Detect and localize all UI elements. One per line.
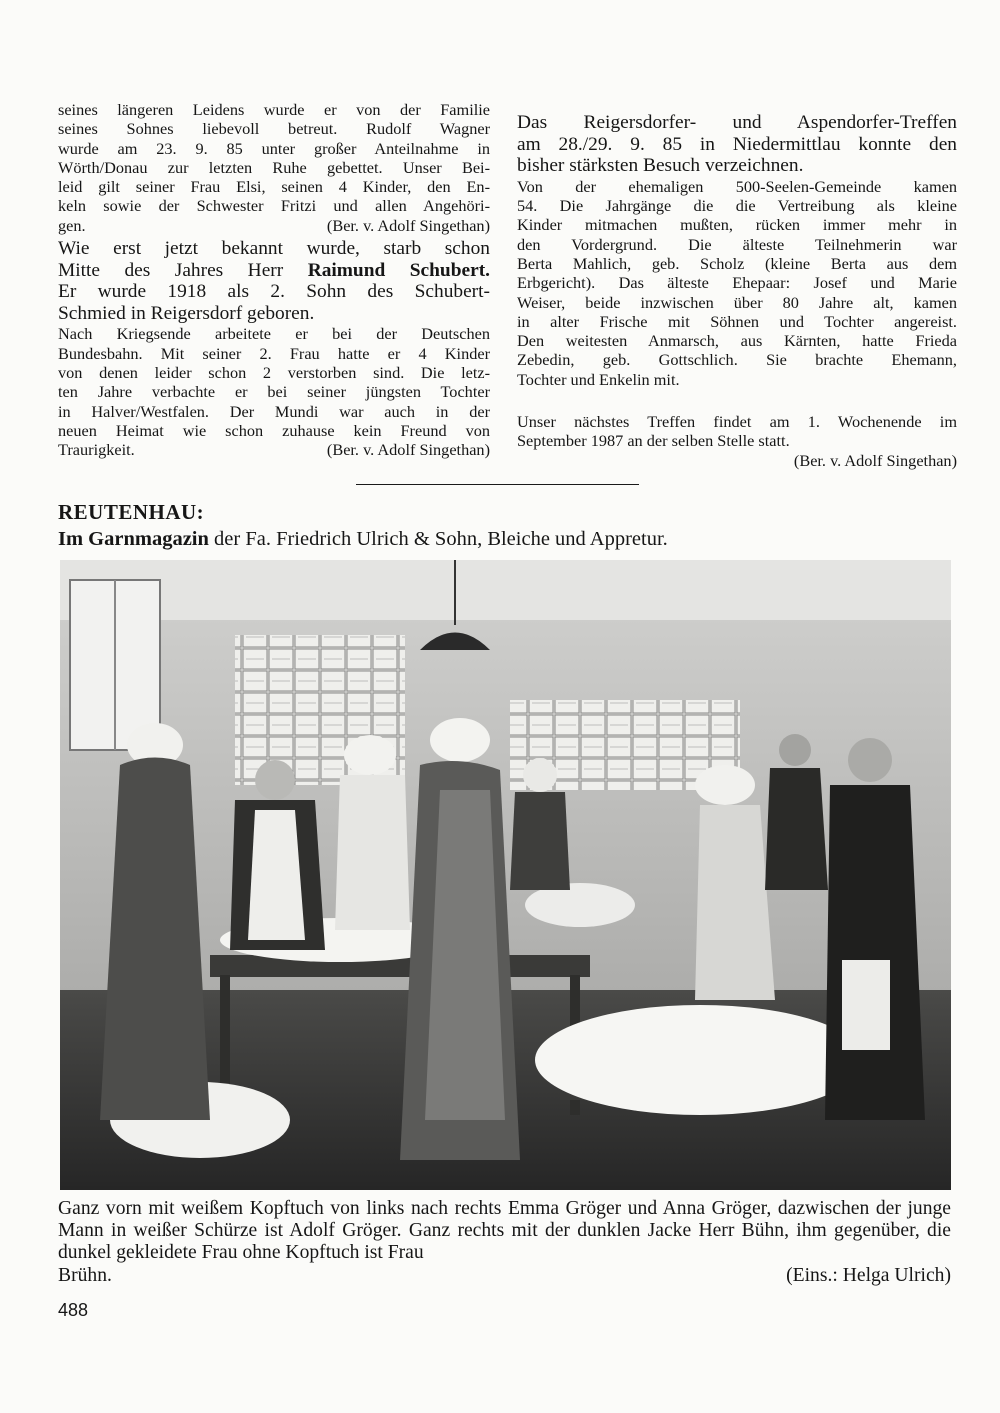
- text-line: neuen Heimat wie schon zuhause kein Freund von: [58, 420, 490, 440]
- text-line: keln sowie der Schwester Fritzi und allen Angehöri-: [58, 196, 490, 216]
- text-line: [58, 260, 490, 282]
- caption-text: Ganz vorn mit weißem Kopftuch von links nach rechts Emma Gröger und Anna Gröger, dazwischen der junge Mann in weißer Schürze ist Adolf Gröger. Ganz rechts mit der dunklen Jacke Herr Bühn, ihm gegenüber, die dunkel gekleidete Frau ohne Kopftuch ist Frau: [58, 1198, 951, 1264]
- text-line: gen.: [58, 215, 86, 235]
- subheading-bold: Im Garnmagazin: [58, 528, 209, 550]
- text-line: Er wurde 1918 als 2. Sohn des Schubert-: [58, 281, 490, 303]
- text-line: wurde am 23. 9. 85 unter großer Anteilnahme in: [58, 138, 490, 158]
- spacer: [517, 389, 957, 412]
- ceiling: [60, 560, 951, 620]
- text-line: seines Sohnes liebevoll betreut. Rudolf Wagner: [58, 119, 490, 139]
- text-line: Den weitesten Anmarsch, aus Kärnten, hatte Frieda: [517, 331, 957, 351]
- yarn-pile: [535, 1005, 865, 1115]
- subheading-rest: der Fa. Friedrich Ulrich & Sohn, Bleiche und Appretur.: [208, 528, 668, 550]
- text-line: Tochter und Enkelin mit.: [517, 369, 680, 389]
- text-line: Erbgericht). Das älteste Ehepaar: Josef und Marie: [517, 273, 957, 293]
- text-line: Kinder mitmachen mußten, rücken immer mehr in: [517, 215, 957, 235]
- report-credit: (Ber. v. Adolf Singethan): [326, 215, 490, 235]
- text-line: Zebedin, geb. Gottschlich. Sie brachte Ehemann,: [517, 350, 957, 370]
- text-line: Wörth/Donau zur letzten Ruhe gebettet. Unser Bei-: [58, 157, 490, 177]
- text-line: Nach Kriegsende arbeitete er bei der Deutschen: [58, 324, 490, 344]
- section-divider: [356, 484, 639, 485]
- next-meeting: [517, 412, 957, 470]
- text-line: in alter Frische mit Söhnen und Tochter angereist.: [517, 311, 957, 331]
- text-line: leid gilt seiner Frau Elsi, seinen 4 Kinder, den En-: [58, 177, 490, 197]
- text-line: 54. Die Jahrgänge die die Vertreibung als kleine: [517, 196, 957, 216]
- schubert-details: [58, 324, 490, 459]
- text-line: Von der ehemaligen 500-Seelen-Gemeinde kamen: [517, 176, 957, 196]
- text-line: Schmied in Reigersdorf geboren.: [58, 302, 315, 324]
- photo-illustration: [60, 560, 951, 1190]
- text-line: Das Reigersdorfer- und Aspendorfer-Treffen: [517, 112, 957, 133]
- text-line: Bundesbahn. Mit seiner 2. Frau hatte er 4 Kinder: [58, 343, 490, 363]
- yarn-warehouse-photo: [60, 560, 951, 1190]
- text-line: Unser nächstes Treffen findet am 1. Wochenende im: [517, 412, 957, 432]
- credit-line: [58, 440, 490, 459]
- report-credit: (Ber. v. Adolf Singethan): [326, 440, 490, 460]
- text-line: seines längeren Leidens wurde er von der Familie: [58, 100, 490, 119]
- worker-figure: [825, 738, 925, 1120]
- text-line: bisher stärksten Besuch verzeichnen.: [517, 155, 804, 177]
- meeting-intro: [517, 112, 957, 177]
- person-name: Raimund Schubert.: [307, 259, 490, 281]
- page-number: 488: [58, 1300, 89, 1320]
- schubert-announcement: [58, 238, 490, 324]
- section-heading: REUTENHAU:: [58, 500, 205, 524]
- credit-line: [58, 1265, 951, 1287]
- text-line: Traurigkeit.: [58, 440, 135, 460]
- text-line: Wie erst jetzt bekannt wurde, starb schon: [58, 238, 490, 260]
- photo-caption: [58, 1198, 951, 1287]
- credit-line: [58, 216, 490, 235]
- meeting-details: [517, 177, 957, 389]
- caption-credit: (Eins.: Helga Ulrich): [786, 1264, 951, 1286]
- left-column: [58, 100, 490, 460]
- text-line: von denen leider schon 2 verstorben sind. Die letz-: [58, 363, 490, 383]
- report-credit: (Ber. v. Adolf Singethan): [793, 450, 957, 470]
- text-line: Berta Mahlich, geb. Scholz (kleine Berta aus dem: [517, 253, 957, 273]
- text-line: den Vordergrund. Die älteste Teilnehmerin war: [517, 234, 957, 254]
- text-span: Mitte des Jahres Herr: [58, 259, 284, 281]
- section-subheading: [58, 528, 668, 551]
- obituary-wagner: [58, 100, 490, 235]
- text-line: September 1987 an der selben Stelle statt.: [517, 431, 790, 451]
- text-line: Weiser, beide inzwischen über 80 Jahre alt, kamen: [517, 292, 957, 312]
- right-column: [517, 112, 957, 470]
- text-line: ten Jahre verbachte er bei seiner jüngsten Tochter: [58, 382, 490, 402]
- text-line: am 28./29. 9. 85 in Niedermittlau konnte den: [517, 133, 957, 155]
- text-line: Brühn.: [58, 1264, 112, 1286]
- text-line: in Halver/Westfalen. Der Mundi war auch in der: [58, 401, 490, 421]
